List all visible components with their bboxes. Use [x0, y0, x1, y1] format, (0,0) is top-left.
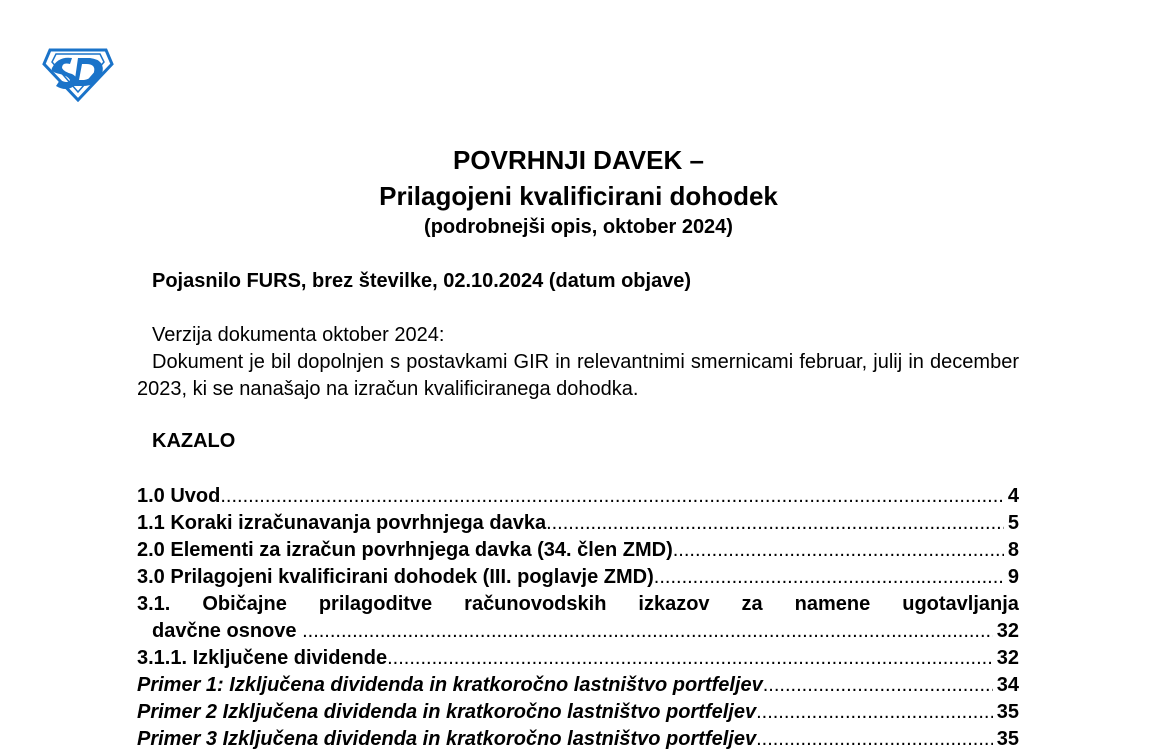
toc-item-label: 3.0 Prilagojeni kvalificirani dohodek (III. poglavje ZMD) — [137, 566, 654, 588]
toc-item-label-text: Izključena dividenda in kratkoročno lastništvo portfeljev — [223, 674, 763, 696]
toc-item-page: 35 — [996, 728, 1019, 750]
toc-item[interactable] — [137, 483, 1019, 510]
toc-item[interactable] — [137, 591, 1019, 645]
toc-item[interactable] — [137, 699, 1019, 726]
toc-leader — [654, 564, 1004, 591]
toc-item-page: 32 — [996, 620, 1019, 642]
toc-item-label: Primer 3 Izključena dividenda in kratkoročno lastništvo portfeljev — [137, 728, 757, 750]
document-subtitle: Prilagojeni kvalificirani dohodek — [379, 181, 778, 211]
toc-leader — [546, 510, 1004, 537]
toc-word: ugotavljanja — [902, 593, 1019, 615]
toc-item-label-line1 — [137, 591, 1019, 618]
toc-leader — [756, 726, 993, 753]
toc-item-label: 1.1 Koraki izračunavanja povrhnjega davka — [137, 512, 547, 534]
toc-item[interactable] — [137, 537, 1019, 564]
toc-item-page: 8 — [1007, 539, 1019, 561]
toc-item-page: 9 — [1007, 566, 1019, 588]
toc-item-page: 34 — [996, 674, 1019, 696]
toc-word: računovodskih — [464, 593, 607, 615]
version-text: Dokument je bil dopolnjen s postavkami GIR in relevantnimi smernicami februar, julij in december 2023, ki se nanašajo na izračun kvalificiranega dohodka. — [137, 351, 1019, 400]
table-of-contents — [137, 483, 1019, 753]
sd-diamond-logo-icon — [42, 46, 114, 102]
toc-item[interactable] — [137, 510, 1019, 537]
toc-item-label: 1.0 Uvod — [137, 485, 221, 507]
toc-word: izkazov — [638, 593, 710, 615]
toc-leader — [387, 645, 993, 672]
toc-leader — [756, 699, 993, 726]
toc-item-page: 5 — [1007, 512, 1019, 534]
toc-leader — [302, 618, 993, 645]
toc-item-label: 2.0 Elementi za izračun povrhnjega davka (34. člen ZMD) — [137, 539, 673, 561]
toc-item-prefix: Primer 1: — [137, 674, 224, 696]
toc-item-label: 3.1.1. Izključene dividende — [137, 647, 388, 669]
toc-item-page: 35 — [996, 701, 1019, 723]
toc-word: Običajne — [202, 593, 287, 615]
document-title: POVRHNJI DAVEK – — [453, 145, 704, 175]
toc-item-label: davčne osnove — [152, 620, 297, 642]
toc-item-page: 4 — [1007, 485, 1019, 507]
toc-item-page: 32 — [996, 647, 1019, 669]
toc-word: 3.1. — [137, 593, 171, 615]
toc-item[interactable] — [137, 726, 1019, 753]
toc-item-label: Primer 2 Izključena dividenda in kratkoročno lastništvo portfeljev — [137, 701, 757, 723]
toc-word: namene — [794, 593, 871, 615]
toc-leader — [220, 483, 1004, 510]
toc-item[interactable] — [137, 564, 1019, 591]
document-description: (podrobnejši opis, oktober 2024) — [424, 216, 733, 238]
toc-item-label-line2 — [137, 618, 1019, 645]
source-line: Pojasnilo FURS, brez številke, 02.10.2024 (datum objave) — [152, 270, 692, 292]
toc-leader — [763, 672, 993, 699]
toc-item-label — [137, 672, 763, 699]
toc-item[interactable] — [137, 672, 1019, 699]
toc-word: za — [741, 593, 763, 615]
toc-leader — [673, 537, 1004, 564]
toc-word: prilagoditve — [318, 593, 433, 615]
toc-heading: KAZALO — [152, 430, 236, 452]
version-heading: Verzija dokumenta oktober 2024: — [152, 324, 445, 346]
toc-item[interactable] — [137, 645, 1019, 672]
